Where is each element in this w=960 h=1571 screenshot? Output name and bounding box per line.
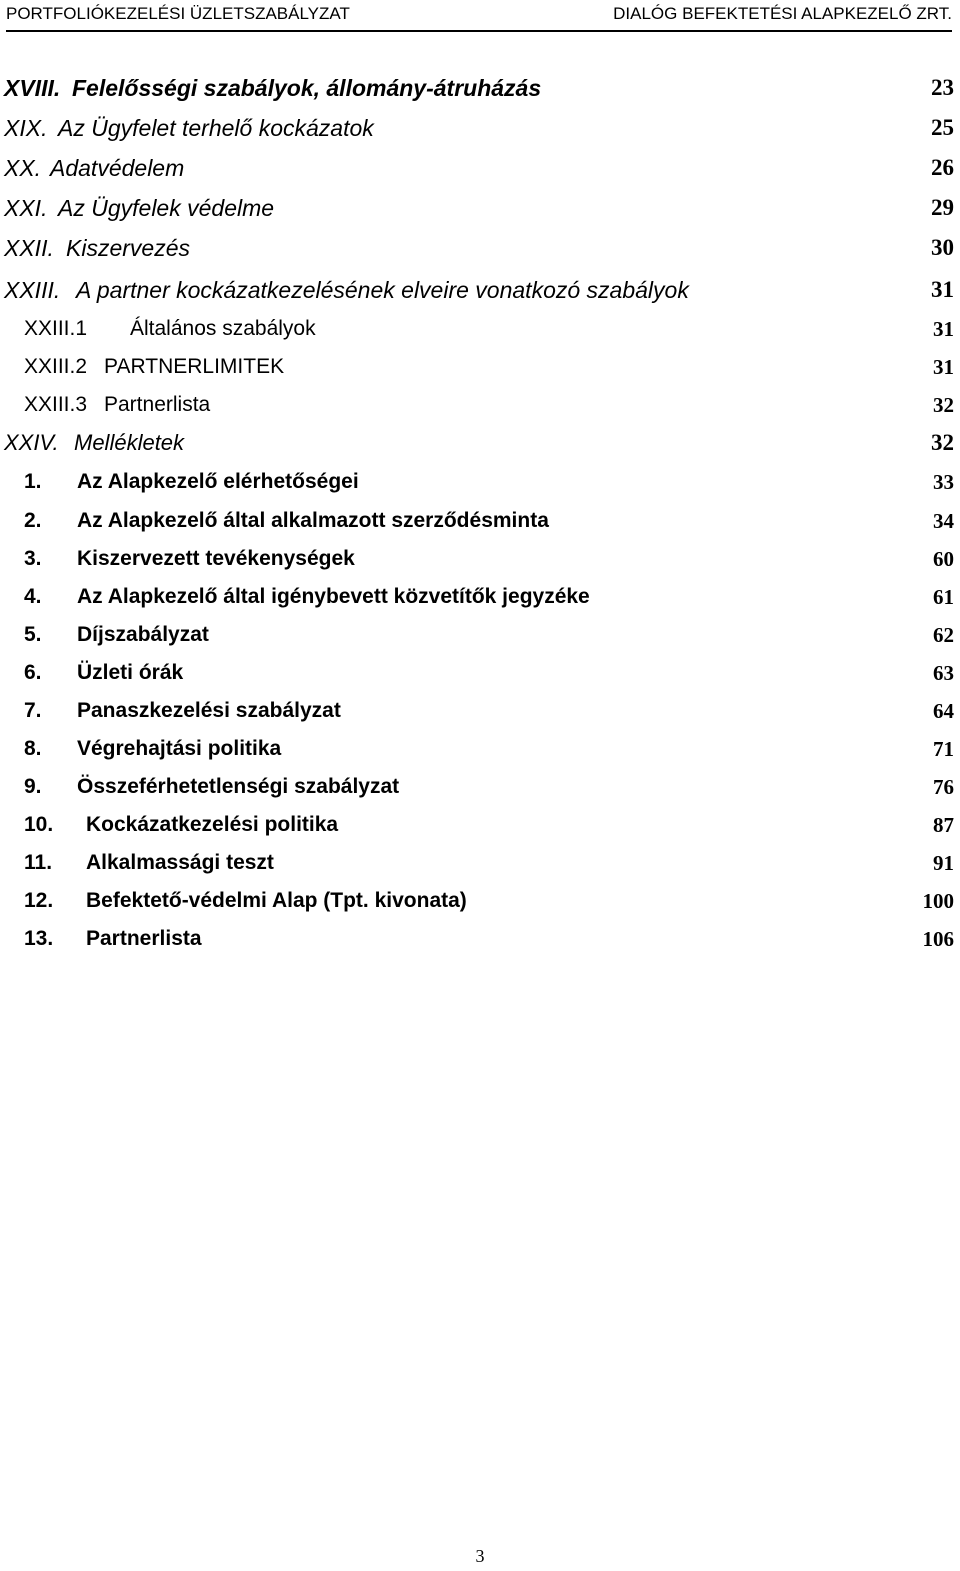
toc-entry-number: 8. <box>24 737 42 760</box>
toc-entry-number: XXIII. <box>4 277 61 303</box>
toc-entry-number: 5. <box>24 623 42 646</box>
toc-entry-label <box>4 70 541 106</box>
toc-entry-page: 63 <box>933 661 954 685</box>
toc-entry-title: Adatvédelem <box>50 155 185 181</box>
toc-entry-xviii[interactable] <box>0 70 960 106</box>
toc-entry-appendix-3[interactable] <box>0 541 960 577</box>
toc-entry-xix[interactable] <box>0 110 960 146</box>
toc-entry-number: XXIV. <box>4 430 59 455</box>
toc-entry-label <box>24 579 590 615</box>
toc-entry-page: 87 <box>933 813 954 837</box>
toc-entry-page: 31 <box>933 317 954 341</box>
toc-entry-page: 30 <box>931 235 954 260</box>
toc-entry-number: 11. <box>24 851 53 874</box>
toc-entry-number: 3. <box>24 547 42 570</box>
toc-entry-appendix-7[interactable] <box>0 693 960 729</box>
toc-entry-title: Kiszervezett tevékenységek <box>77 547 355 570</box>
toc-entry-number: XX. <box>4 155 42 181</box>
toc-entry-title: A partner kockázatkezelésének elveire vonatkozó szabályok <box>76 277 689 303</box>
toc-entry-title: Partnerlista <box>86 927 202 950</box>
toc-entry-label <box>4 110 374 146</box>
toc-entry-label <box>24 655 183 691</box>
toc-entry-number: XXIII.2 <box>24 355 88 378</box>
toc-entry-label <box>24 769 399 805</box>
toc-entry-appendix-10[interactable] <box>0 807 960 843</box>
toc-entry-number: 10. <box>24 813 54 836</box>
toc-entry-appendix-13[interactable] <box>0 921 960 957</box>
toc-entry-xxii[interactable] <box>0 230 960 266</box>
toc-entry-number: 2. <box>24 509 42 532</box>
toc-entry-page: 71 <box>933 737 954 761</box>
toc-entry-page: 64 <box>933 699 954 723</box>
toc-entry-label <box>24 617 209 653</box>
toc-entry-title: Partnerlista <box>104 393 211 416</box>
toc-entry-number: 7. <box>24 699 42 722</box>
toc-entry-label <box>4 425 184 461</box>
toc-entry-label <box>24 349 284 385</box>
toc-entry-label <box>24 845 274 881</box>
toc-entry-number: XXII. <box>4 235 54 261</box>
toc-entry-title: Általános szabályok <box>130 317 316 340</box>
toc-entry-page: 60 <box>933 547 954 571</box>
toc-entry-label <box>24 541 355 577</box>
toc-entry-xxiii[interactable] <box>0 272 960 308</box>
toc-entry-page: 29 <box>931 195 954 220</box>
toc-entry-appendix-11[interactable] <box>0 845 960 881</box>
toc-entry-page: 31 <box>933 355 954 379</box>
toc-entry-title: Az Alapkezelő elérhetőségei <box>77 470 359 493</box>
toc-entry-title: Összeférhetetlenségi szabályzat <box>77 775 400 798</box>
toc-entry-label <box>24 731 281 767</box>
running-header <box>6 0 952 32</box>
toc-entry-label <box>24 387 210 423</box>
toc-entry-number: 4. <box>24 585 42 608</box>
toc-entry-label <box>24 464 359 500</box>
toc-entry-page: 34 <box>933 509 954 533</box>
toc-entry-label <box>4 272 689 308</box>
toc-entry-number: 1. <box>24 470 42 493</box>
toc-entry-title: Díjszabályzat <box>77 623 209 646</box>
toc-entry-page: 31 <box>931 277 954 302</box>
toc-entry-page: 76 <box>933 775 954 799</box>
toc-entry-title: Kockázatkezelési politika <box>86 813 339 836</box>
toc-entry-appendix-5[interactable] <box>0 617 960 653</box>
toc-entry-title: Befektető-védelmi Alap (Tpt. kivonata) <box>86 889 467 912</box>
toc-entry-xxiii-3[interactable] <box>0 387 960 423</box>
toc-entry-label <box>24 311 316 347</box>
toc-entry-number: 9. <box>24 775 42 798</box>
toc-entry-page: 26 <box>931 155 954 180</box>
toc-entry-page: 91 <box>933 851 954 875</box>
toc-entry-title: Végrehajtási politika <box>77 737 282 760</box>
header-document-title: PORTFOLIÓKEZELÉSI ÜZLETSZABÁLYZAT <box>6 4 350 23</box>
page-number: 3 <box>475 1546 485 1566</box>
toc-entry-title: Alkalmassági teszt <box>86 851 274 874</box>
toc-entry-number: XVIII. <box>4 75 61 101</box>
toc-entry-label <box>24 883 467 919</box>
toc-entry-page: 23 <box>931 75 954 100</box>
toc-entry-title: Az Alapkezelő által igénybevett közvetítők jegyzéke <box>77 585 590 608</box>
toc-entry-title: Panaszkezelési szabályzat <box>77 699 341 722</box>
toc-entry-number: XXIII.1 <box>24 317 88 340</box>
toc-entry-label <box>4 190 274 226</box>
toc-entry-number: 12. <box>24 889 54 912</box>
toc-entry-label <box>24 921 202 957</box>
toc-entry-title: Üzleti órák <box>77 661 184 684</box>
toc-entry-label <box>24 693 341 729</box>
toc-entry-xxiii-1[interactable] <box>0 311 960 347</box>
toc-entry-page: 62 <box>933 623 954 647</box>
toc-entry-appendix-6[interactable] <box>0 655 960 691</box>
toc-entry-page: 25 <box>931 115 954 140</box>
toc-entry-title: Az Ügyfelet terhelő kockázatok <box>58 115 374 141</box>
toc-entry-page: 100 <box>922 889 954 913</box>
toc-entry-page: 106 <box>922 927 954 951</box>
toc-entry-appendix-9[interactable] <box>0 769 960 805</box>
toc-entry-xxiv[interactable] <box>0 425 960 461</box>
toc-entry-appendix-2[interactable] <box>0 503 960 539</box>
toc-entry-xxi[interactable] <box>0 190 960 226</box>
toc-entry-page: 32 <box>931 430 954 455</box>
toc-entry-label <box>4 150 184 186</box>
toc-entry-page: 61 <box>933 585 954 609</box>
toc-entry-title: PARTNERLIMITEK <box>104 355 285 378</box>
toc-entry-page: 33 <box>933 470 954 494</box>
toc-entry-title: Mellékletek <box>74 430 185 455</box>
toc-entry-title: Kiszervezés <box>66 235 190 261</box>
toc-entry-number: XIX. <box>4 115 48 141</box>
toc-entry-appendix-1[interactable] <box>0 464 960 500</box>
toc-entry-number: 6. <box>24 661 42 684</box>
toc-entry-title: Az Ügyfelek védelme <box>58 195 275 221</box>
header-company-name: DIALÓG BEFEKTETÉSI ALAPKEZELŐ ZRT. <box>613 4 952 23</box>
toc-entry-appendix-4[interactable] <box>0 579 960 615</box>
toc-entry-label <box>24 807 338 843</box>
toc-entry-xxiii-2[interactable] <box>0 349 960 385</box>
toc-entry-number: XXIII.3 <box>24 393 88 416</box>
toc-entry-xx[interactable] <box>0 150 960 186</box>
toc-entry-appendix-12[interactable] <box>0 883 960 919</box>
toc-entry-label <box>4 230 190 266</box>
toc-entry-number: 13. <box>24 927 54 950</box>
toc-entry-number: XXI. <box>4 195 48 221</box>
toc-entry-label <box>24 503 549 539</box>
toc-entry-title: Az Alapkezelő által alkalmazott szerződésminta <box>77 509 549 532</box>
toc-entry-title: Felelősségi szabályok, állomány-átruházás <box>72 75 542 101</box>
toc-entry-appendix-8[interactable] <box>0 731 960 767</box>
toc-entry-page: 32 <box>933 393 954 417</box>
